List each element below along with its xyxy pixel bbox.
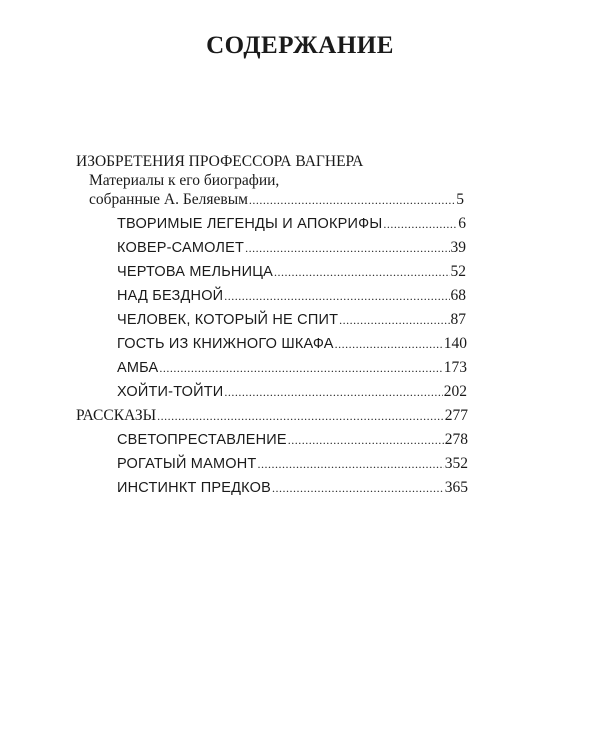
section-subtitle-line1: Материалы к его биографии, (89, 172, 280, 189)
dot-leader (257, 454, 443, 474)
toc-entry-page: 173 (443, 359, 467, 376)
toc-entry (117, 478, 468, 498)
dot-leader (272, 478, 444, 498)
toc-entry-page: 278 (444, 431, 468, 448)
toc-entry-label: ГОСТЬ ИЗ КНИЖНОГО ШКАФА (117, 336, 334, 352)
dot-leader (339, 310, 449, 330)
toc-entry-label: КОВЕР-САМОЛЕТ (117, 240, 245, 256)
toc-entry-page: 365 (444, 479, 468, 496)
toc-entry (117, 358, 467, 378)
page-title: СОДЕРЖАНИЕ (206, 32, 394, 59)
toc-entry-page: 352 (444, 455, 468, 472)
dot-leader (249, 190, 455, 210)
toc-entry-label: ИНСТИНКТ ПРЕДКОВ (117, 480, 271, 496)
dot-leader (274, 262, 449, 282)
toc-entry (117, 286, 466, 306)
toc-entry (117, 214, 466, 234)
toc-entry-page: 202 (443, 383, 467, 400)
toc-entry-label: ХОЙТИ-ТОЙТИ (117, 384, 224, 400)
toc-entry-page: 87 (450, 311, 466, 328)
dot-leader (224, 286, 449, 306)
toc-entry (117, 334, 467, 354)
section-title-wagner: ИЗОБРЕТЕНИЯ ПРОФЕССОРА ВАГНЕРА (76, 153, 364, 170)
dot-leader (159, 358, 442, 378)
toc-entry-page: 140 (443, 335, 467, 352)
toc-entry-page: 6 (458, 215, 466, 232)
toc-entry-page: 5 (456, 191, 464, 208)
toc-entry-label: РОГАТЫЙ МАМОНТ (117, 456, 257, 472)
dot-leader (245, 238, 449, 258)
toc-entry-label: собранные А. Беляевым (89, 191, 248, 208)
dot-leader (335, 334, 443, 354)
toc-entry-label: ЧЕРТОВА МЕЛЬНИЦА (117, 264, 274, 280)
toc-entry-page: 39 (450, 239, 466, 256)
toc-entry-page: 52 (450, 263, 466, 280)
toc-entry-page: 277 (444, 407, 468, 424)
toc-entry (117, 262, 466, 282)
section-title-stories: РАССКАЗЫ (76, 407, 157, 424)
toc-entry-label: ТВОРИМЫЕ ЛЕГЕНДЫ И АПОКРИФЫ (117, 216, 383, 232)
toc-entry-subtitle (89, 190, 464, 210)
toc-entry-label: ЧЕЛОВЕК, КОТОРЫЙ НЕ СПИТ (117, 312, 339, 328)
dot-leader (224, 382, 442, 402)
toc-entry-section-stories (76, 406, 468, 426)
toc-entry-page: 68 (450, 287, 466, 304)
toc-entry (117, 382, 467, 402)
toc-entry-label: НАД БЕЗДНОЙ (117, 288, 224, 304)
toc-entry (117, 430, 468, 450)
toc-entry (117, 238, 466, 258)
dot-leader (288, 430, 444, 450)
toc-entry-label: АМБА (117, 360, 159, 376)
toc-entry (117, 310, 466, 330)
dot-leader (383, 214, 457, 234)
toc-entry-label: СВЕТОПРЕСТАВЛЕНИЕ (117, 432, 287, 448)
toc-entry (117, 454, 468, 474)
dot-leader (157, 406, 444, 426)
